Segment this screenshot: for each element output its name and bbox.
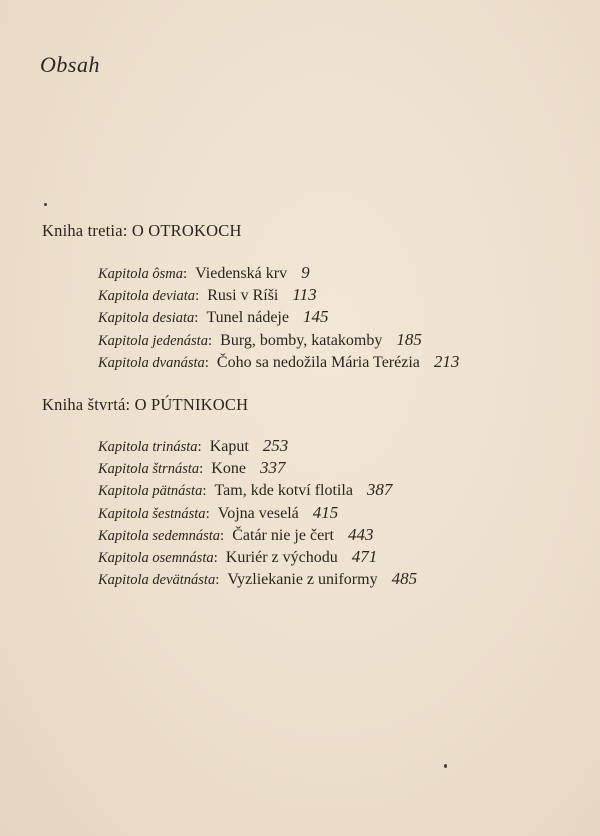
chapter-label: Kapitola jedenásta [98,332,208,349]
chapter-page: 387 [366,480,393,500]
chapter-entry: Kapitola trinásta: Kaput 253 [98,436,289,455]
chapter-entry: Kapitola jedenásta: Burg, bomby, katakomby 185 [98,329,422,349]
ink-speck [444,764,447,768]
chapter-title: Čoho sa nedožila Mária Terézia [216,353,420,371]
chapter-page: 415 [312,502,339,522]
ink-speck [44,203,47,206]
chapter-title: Tam, kde kotví flotila [214,482,353,500]
chapter-entry: Kapitola ôsma: Viedenská krv 9 [98,263,310,282]
chapter-entry: Kapitola šestnásta: Vojna veselá 415 [98,502,339,522]
chapter-entry: Kapitola osemnásta: Kuriér z východu 471 [98,546,378,566]
chapter-page: 113 [292,285,317,305]
chapter-title: Tunel nádeje [206,309,289,327]
chapter-entry: Kapitola pätnásta: Tam, kde kotví flotila 387 [98,480,393,500]
chapter-label: Kapitola dvanásta [98,354,205,371]
chapter-entry: Kapitola sedemnásta: Čatár nie je čert 443 [98,524,374,544]
book-heading: Kniha tretia: O OTROKOCH [42,221,242,240]
chapter-title: Vojna veselá [217,504,299,522]
chapter-title: Vyzliekanie z uniformy [227,571,378,589]
book-heading: Kniha štvrtá: O PÚTNIKOCH [42,395,249,414]
chapter-page: 185 [396,329,422,349]
chapter-label: Kapitola osemnásta [98,549,214,566]
chapter-label: Kapitola deviata [98,288,196,305]
chapter-page: 253 [262,436,289,455]
chapter-title: Čatár nie je čert [232,526,334,544]
chapter-page: 443 [347,524,374,544]
chapter-page: 213 [433,351,460,371]
chapter-entry: Kapitola deviata: Rusi v Ríši 113 [98,285,317,305]
chapter-entry: Kapitola štrnásta: Kone 337 [98,458,286,478]
chapter-entry: Kapitola desiata: Tunel nádeje 145 [98,307,329,327]
chapter-title: Burg, bomby, katakomby [220,331,383,349]
chapter-list [98,262,459,373]
chapter-page: 145 [302,307,329,327]
chapter-label: Kapitola šestnásta [98,505,206,522]
chapter-label: Kapitola trinásta [98,439,198,455]
chapter-label: Kapitola devätnásta [98,572,216,589]
chapter-label: Kapitola ôsma [98,266,183,282]
chapter-title: Kaput [209,438,249,455]
chapter-entry: Kapitola devätnásta: Vyzliekanie z uniformy 485 [98,569,418,589]
chapter-page: 337 [259,458,286,478]
chapter-list [98,435,417,590]
chapter-label: Kapitola štrnásta [98,461,200,478]
page-title: Obsah [40,52,100,77]
chapter-label: Kapitola sedemnásta [98,527,221,544]
chapter-page: 471 [351,546,378,566]
chapter-title: Rusi v Ríši [207,287,279,305]
chapter-page: 9 [301,263,310,282]
chapter-label: Kapitola pätnásta [98,483,203,500]
chapter-title: Viedenská krv [195,265,288,282]
chapter-label: Kapitola desiata [98,310,195,327]
chapter-page: 485 [391,569,418,589]
chapter-entry: Kapitola dvanásta: Čoho sa nedožila Mária Terézia 213 [98,351,460,371]
chapter-title: Kone [211,460,246,478]
chapter-title: Kuriér z východu [225,548,338,566]
